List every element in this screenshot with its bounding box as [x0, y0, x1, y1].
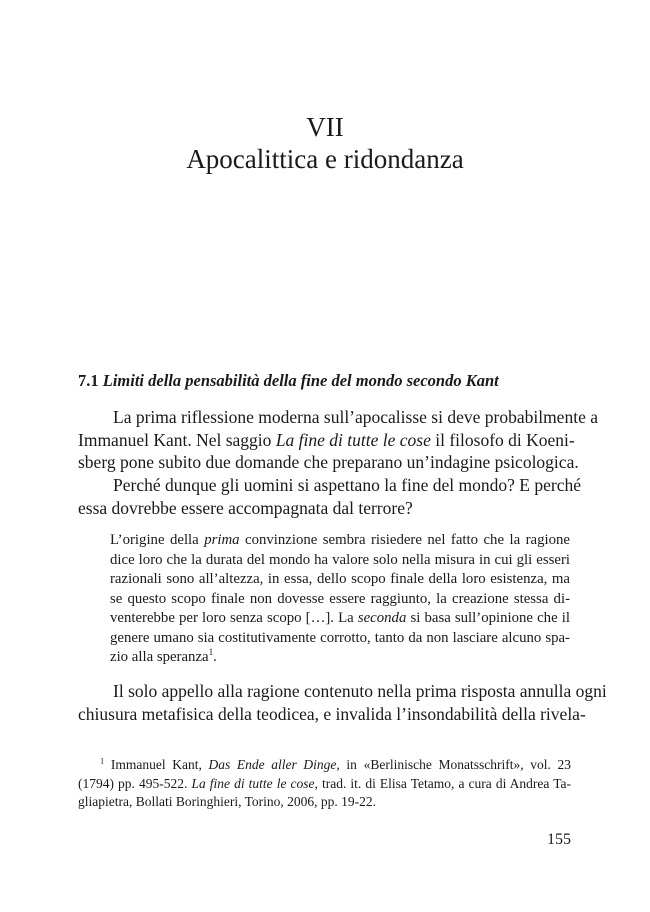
footnote-line-3: gliapietra, Bollati Boringhieri, Torino, 2006, pp. 19-22. — [78, 794, 377, 809]
paragraph-2-line-2: essa dovrebbe essere accompagnata dal terrore? — [78, 497, 413, 518]
quote-line-4: se questo scopo finale non dovesse essere raggiunto, la creazione stessa di- — [110, 590, 570, 607]
paragraph-1-line-2 — [78, 429, 575, 452]
footnote-line-2 — [78, 775, 571, 794]
text-run: venterebbe per loro senza scopo […]. La — [110, 610, 358, 626]
quote-line-7 — [110, 648, 570, 668]
quote-line-3: razionali sono all’altezza, in essa, dello scopo finale della loro esistenza, ma — [110, 571, 570, 587]
text-run: il filosofo di Koeni- — [430, 429, 575, 450]
quote-line-2: dice loro che la durata del mondo ha valore solo nella misura in cui gli esseri — [110, 551, 570, 568]
text-run: , in «Berlinische Monatsschrift», vol. 23 — [336, 757, 571, 772]
footnote-reference: 1 — [208, 647, 214, 658]
paragraph-1-line-3: sberg pone subito due domande che preparano un’indagine psicologica. — [78, 452, 579, 473]
quote-line-1 — [110, 531, 570, 551]
paragraph-1-line-1: La prima riflessione moderna sull’apocalisse si deve probabilmente a — [113, 407, 598, 427]
quote-line-6: genere umano sia costitutivamente corrotto, tanto da non lasciare alcuno spa- — [110, 629, 570, 646]
emphasis: seconda — [357, 610, 407, 626]
section-title: Limiti della pensabilità della fine del mondo secondo Kant — [102, 371, 499, 390]
text-run: , trad. it. di Elisa Tetamo, a cura di Andrea Ta- — [314, 775, 571, 791]
section-heading — [78, 370, 578, 392]
paragraph-1 — [78, 406, 598, 474]
footnote-line-1 — [78, 756, 571, 775]
text-run: zio alla speranza — [110, 649, 209, 665]
footnote-marker: 1 — [100, 756, 105, 766]
paragraph-3 — [78, 680, 607, 725]
paragraph-2 — [78, 474, 581, 519]
paragraph-2-line-1: Perché dunque gli uomini si aspettano la fine del mondo? E perché — [113, 475, 581, 495]
paragraph-3-line-2: chiusura metafisica della teodicea, e invalida l’insondabilità della rivela- — [78, 703, 586, 724]
text-run: Immanuel Kant. Nel saggio — [78, 429, 276, 450]
book-title: La fine di tutte le cose — [191, 775, 315, 791]
paragraph-3-line-1: Il solo appello alla ragione contenuto nella prima risposta annulla ogni — [113, 681, 607, 701]
text-run: Immanuel Kant, — [104, 757, 209, 772]
chapter-number: VII — [306, 112, 344, 142]
block-quote — [110, 531, 570, 668]
text-run: si basa sull’opinione che il — [406, 610, 570, 626]
text-run: convinzione sembra risiedere nel fatto che la ragione — [239, 532, 570, 548]
book-title: La fine di tutte le cose — [275, 429, 431, 450]
page-number: 155 — [547, 831, 571, 848]
footnote — [78, 756, 571, 812]
book-title: Das Ende aller Dinge — [208, 757, 337, 772]
quote-line-5 — [110, 609, 570, 629]
text-run: . — [213, 649, 217, 665]
text-run: L’origine della — [110, 532, 205, 548]
section-number: 7.1 — [78, 371, 99, 390]
emphasis: prima — [204, 532, 240, 548]
text-run: (1794) pp. 495-522. — [78, 775, 192, 791]
chapter-title: Apocalittica e ridondanza — [186, 144, 464, 174]
